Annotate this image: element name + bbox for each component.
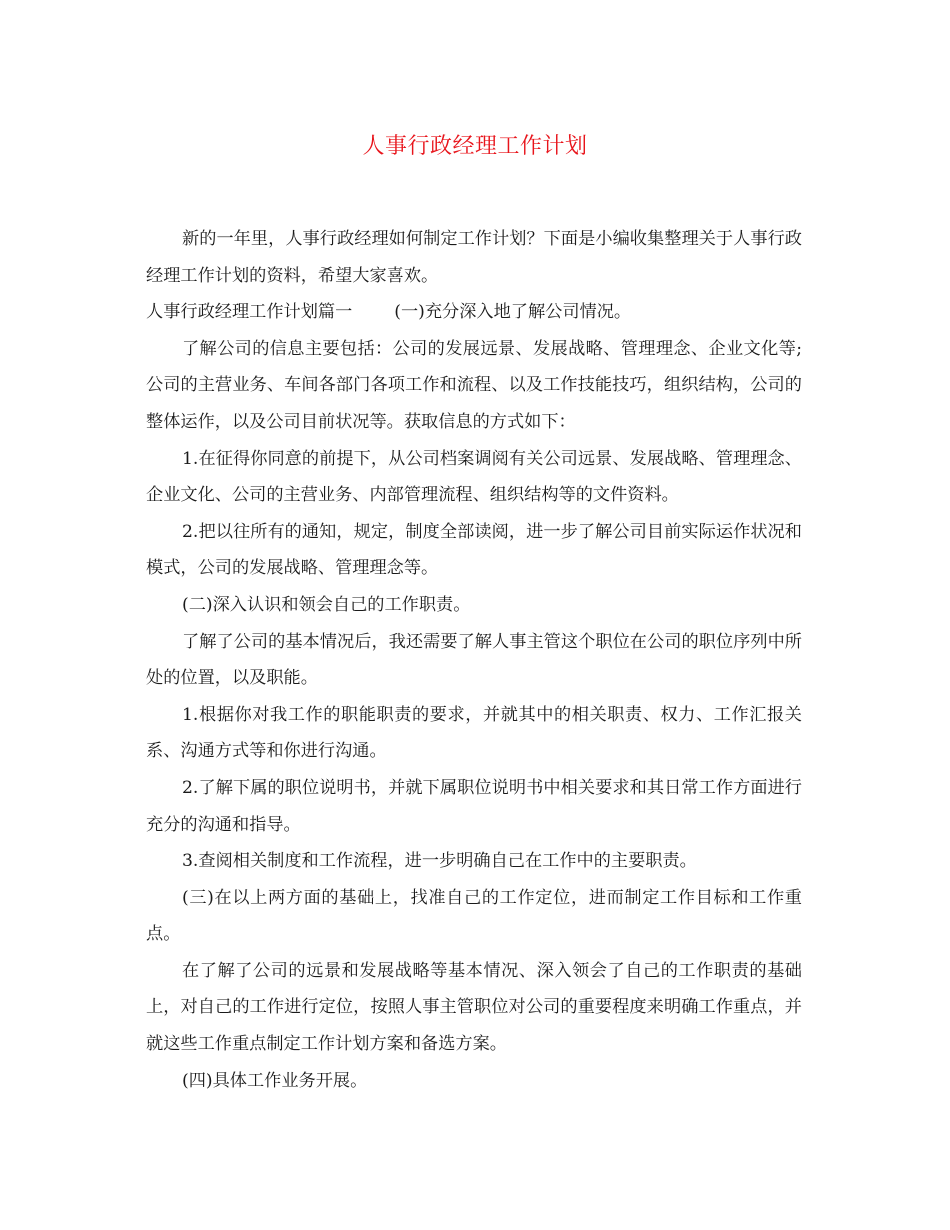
intro-paragraph: 新的一年里，人事行政经理如何制定工作计划？下面是小编收集整理关于人事行政经理工作计划的资料，希望大家喜欢。 [146, 229, 802, 286]
list-item: 3.查阅相关制度和工作流程，进一步明确自己在工作中的主要职责。 [182, 851, 697, 872]
list-item: 2.了解下属的职位说明书，并就下属职位说明书中相关要求和其日常工作方面进行充分的沟通和指导。 [146, 777, 802, 835]
subheading: (四)具体工作业务开展。 [182, 1070, 368, 1091]
section-heading-line [146, 294, 802, 331]
paragraph: 了解公司的信息主要包括：公司的发展远景、发展战略、管理理念、企业文化等;公司的主营业务、车间各部门各项工作和流程、以及工作技能技巧，组织结构，公司的整体运作，以及公司目前状况等。获取信息的方式如下： [146, 338, 802, 432]
subheading: (二)深入认识和领会自己的工作职责。 [182, 594, 471, 615]
section-heading: 人事行政经理工作计划篇一 [146, 302, 353, 323]
list-item: 1.在征得你同意的前提下，从公司档案调阅有关公司远景、发展战略、管理理念、企业文化、公司的主营业务、内部管理流程、组织结构等的文件资料。 [146, 448, 802, 506]
list-item: 1.根据你对我工作的职能职责的要求，并就其中的相关职责、权力、工作汇报关系、沟通方式等和你进行沟通。 [146, 704, 802, 762]
document-body [146, 221, 802, 1099]
document-title: 人事行政经理工作计划 [362, 134, 588, 159]
subheading: (三)在以上两方面的基础上，找准自己的工作定位，进而制定工作目标和工作重点。 [146, 887, 802, 945]
section-first-item: (一)充分深入地了解公司情况。 [394, 302, 632, 323]
paragraph: 在了解了公司的远景和发展战略等基本情况、深入领会了自己的工作职责的基础上，对自己的工作进行定位，按照人事主管职位对公司的重要程度来明确工作重点，并就这些工作重点制定工作计划方案和备选方案。 [146, 960, 802, 1055]
paragraph: 了解了公司的基本情况后，我还需要了解人事主管这个职位在公司的职位序列中所处的位置，以及职能。 [146, 631, 802, 689]
list-item: 2.把以往所有的通知，规定，制度全部读阅，进一步了解公司目前实际运作状况和模式，公司的发展战略、管理理念等。 [146, 521, 802, 579]
